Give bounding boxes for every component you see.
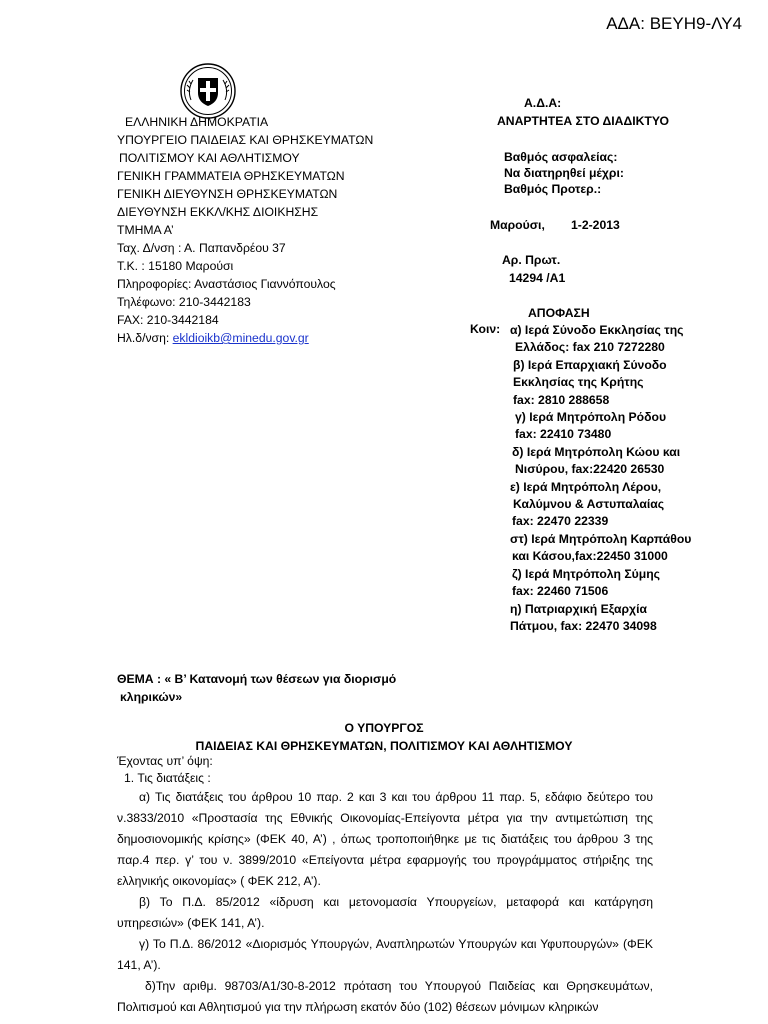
greek-coat-of-arms-icon [179, 62, 237, 120]
recipient-line: Νισύρου, fax:22420 26530 [515, 462, 665, 477]
body-paragraph: α) Τις διατάξεις του άρθρου 10 παρ. 2 και 3 και του άρθρου 11 παρ. 5, εδάφιο δεύτερο του ν.3833/2010 «Προστασία της Εθνικής Οικονομίας-Επείγοντα μέτρα για την αντιμετώπιση της δημοσιονομικής κρίσης» (ΦΕΚ 40, Α’) , όπως τροποποιήθηκε με τις διατάξεις του άρθρου 3 της παρ.4 περ. γ’ του ν. 3899/2010 «Επείγοντα μέτρα εφαρμογής του προγράμματος στήριξης της ελληνικής οικονομίας» ( ΦΕΚ 212, Α’). [117, 790, 653, 888]
keep-until: Να διατηρηθεί μέχρι: [504, 166, 624, 180]
recipient-line: δ) Ιερά Μητρόπολη Κώου και [512, 444, 681, 459]
subject-line: ΘΕΜΑ : « Β’ Κατανομή των θέσεων για διορισμό [117, 672, 397, 686]
ada-label: Α.Δ.Α: [524, 96, 562, 110]
sender-line: ΥΠΟΥΡΓΕΙΟ ΠΑΙΔΕΙΑΣ ΚΑΙ ΘΡΗΣΚΕΥΜΑΤΩΝ [117, 133, 374, 147]
recipients-list [510, 322, 691, 635]
place: Μαρούσι, [490, 218, 545, 232]
recipient-line: Πάτμου, fax: 22470 34098 [510, 618, 657, 633]
sender-line: Ταχ. Δ/νση : Α. Παπανδρέου 37 [117, 241, 286, 255]
protocol-number: 14294 /Α1 [509, 271, 566, 285]
sender-line: ΓΕΝΙΚΗ ΔΙΕΥΘΥΝΣΗ ΘΡΗΣΚΕΥΜΑΤΩΝ [117, 187, 338, 201]
recipient-line: fax: 22460 71506 [512, 584, 609, 599]
email-link[interactable]: ekldioikb@minedu.gov.gr [172, 331, 309, 345]
protocol-label: Αρ. Πρωτ. [502, 253, 561, 267]
body-paragraph: γ) Το Π.Δ. 86/2012 «Διορισμός Υπουργών, Αναπληρωτών Υπουργών και Υφυπουργών» (ΦΕΚ 141, Α’). [117, 937, 653, 972]
decision-heading: ΑΠΟΦΑΣΗ [528, 306, 590, 320]
recipient-line: στ) Ιερά Μητρόπολη Καρπάθου [510, 531, 692, 546]
recipient-line: α) Ιερά Σύνοδο Εκκλησίας της [510, 323, 684, 337]
publish-notice: ΑΝΑΡΤΗΤΕΑ ΣΤΟ ΔΙΑΔΙΚΤΥΟ [497, 114, 669, 128]
recipient-line: Εκκλησίας της Κρήτης [513, 375, 644, 390]
subject-line: κληρικών» [120, 690, 183, 704]
email-label: Ηλ.δ/νση: [117, 331, 170, 345]
sender-line: ΓΕΝΙΚΗ ΓΡΑΜΜΑΤΕΙΑ ΘΡΗΣΚΕΥΜΑΤΩΝ [117, 169, 345, 183]
ministry-name: ΠΑΙΔΕΙΑΣ ΚΑΙ ΘΡΗΣΚΕΥΜΑΤΩΝ, ΠΟΛΙΤΙΣΜΟΥ ΚΑΙ ΑΘΛΗΤΙΣΜΟΥ [195, 739, 573, 753]
recipient-line: fax: 22470 22339 [512, 514, 609, 529]
body-item-heading: 1. Τις διατάξεις : [124, 771, 211, 785]
document-date: 1-2-2013 [571, 218, 620, 232]
recipient-line: β) Ιερά Επαρχιακή Σύνοδο [513, 357, 667, 372]
recipient-line: ε) Ιερά Μητρόπολη Λέρου, [510, 479, 662, 494]
sender-line: ΕΛΛΗΝΙΚΗ ΔΗΜΟΚΡΑΤΙΑ [125, 115, 269, 129]
sender-line: ΔΙΕΥΘΥΝΣΗ ΕΚΚΛ/ΚΗΣ ΔΙΟΙΚΗΣΗΣ [117, 205, 319, 219]
ada-code: ΑΔΑ: ΒΕΥΗ9-ΛΥ4 [606, 14, 742, 33]
body-intro: Έχοντας υπ’ όψη: [117, 754, 213, 768]
sender-line: FAX: 210-3442184 [117, 313, 219, 327]
security-level: Βαθμός ασφαλείας: [504, 150, 618, 164]
recipient-line: Καλύμνου & Αστυπαλαίας [513, 497, 665, 512]
minister-title: Ο ΥΠΟΥΡΓΟΣ [344, 721, 424, 735]
priority-level: Βαθμός Προτερ.: [504, 182, 602, 196]
recipient-line: Ελλάδος: fax 210 7272280 [515, 340, 665, 355]
recipient-line: γ) Ιερά Μητρόπολη Ρόδου [515, 410, 667, 425]
body-paragraph: β) Το Π.Δ. 85/2012 «ίδρυση και μετονομασία Υπουργείων, μεταφορά και κατάργηση υπηρεσιών» (ΦΕΚ 141, Α’). [117, 895, 653, 930]
sender-line: Πληροφορίες: Αναστάσιος Γιαννόπουλος [117, 277, 336, 291]
sender-email-row [117, 329, 373, 347]
sender-line: Τ.Κ. : 15180 Μαρούσι [117, 259, 234, 273]
recipient-line: fax: 2810 288658 [513, 392, 610, 407]
sender-line: ΠΟΛΙΤΙΣΜΟΥ ΚΑΙ ΑΘΛΗΤΙΣΜΟΥ [119, 151, 300, 165]
subject-block [117, 670, 396, 706]
sender-line: ΤΜΗΜΑ Α’ [117, 223, 174, 237]
recipient-line: η) Πατριαρχική Εξαρχία [510, 601, 647, 616]
recipients-label: Κοιν: [470, 322, 501, 336]
body-paragraph: δ)Την αριθμ. 98703/Α1/30-8-2012 πρόταση του Υπουργού Παιδείας και Θρησκευμάτων, Πολιτισμού και Αθλητισμού για την πλήρωση εκατόν δύο (102) θέσεων μόνιμων κληρικών [117, 979, 653, 1014]
recipient-line: και Κάσου,fax:22450 31000 [512, 549, 668, 564]
recipient-line: ζ) Ιερά Μητρόπολη Σύμης [512, 566, 661, 581]
sender-line: Τηλέφωνο: 210-3442183 [117, 295, 251, 309]
recipient-line: fax: 22410 73480 [515, 427, 612, 442]
decision-body [117, 756, 653, 1018]
sender-block [117, 113, 373, 347]
